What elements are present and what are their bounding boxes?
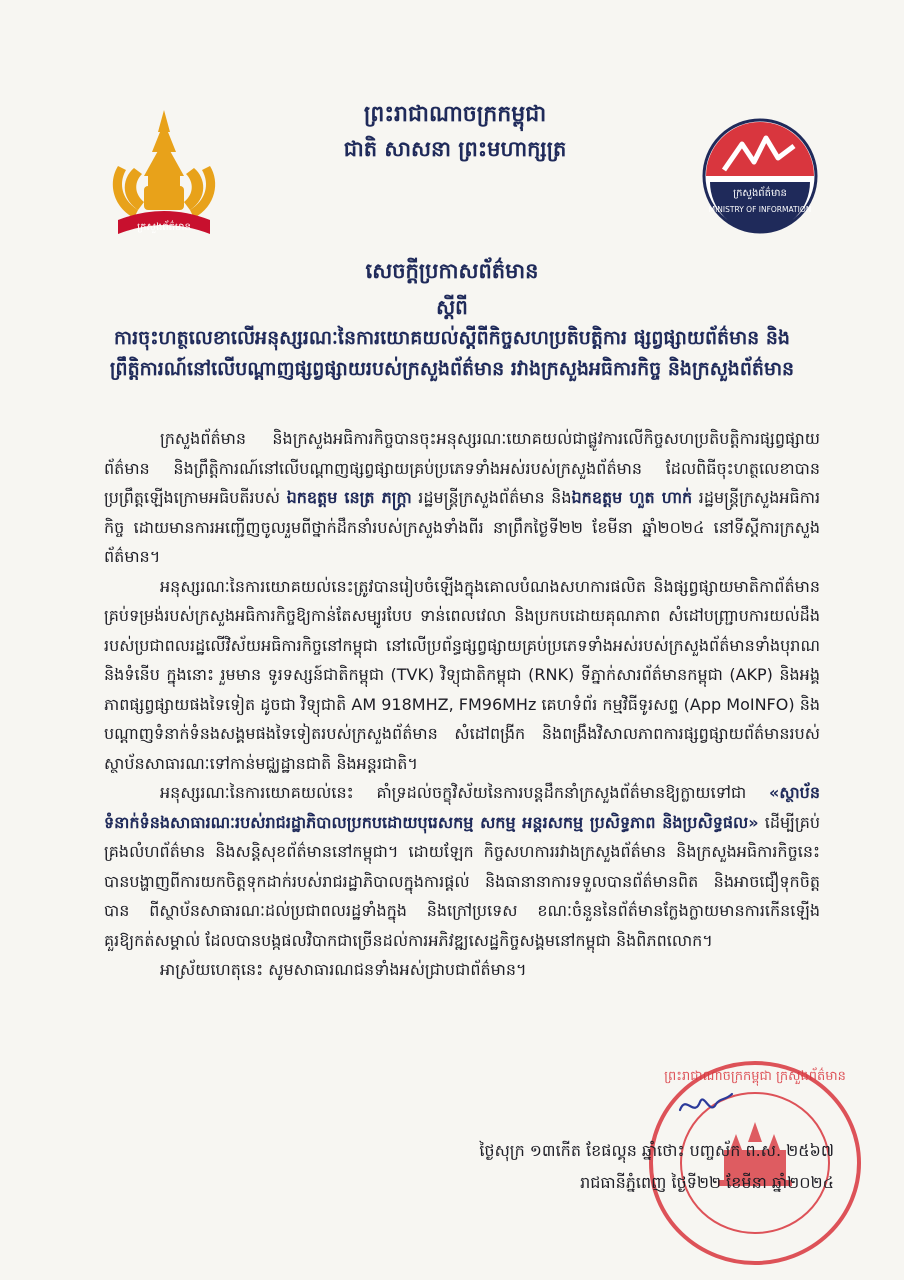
seal-text: ព្រះរាជាណាចក្រកម្ពុជា ក្រសួងព័ត៌មាន — [664, 1069, 846, 1084]
title-subject: ការចុះហត្ថលេខាលើអនុស្សរណៈនៃការយោគយល់ស្តីពីកិច្ចសហប្រតិបត្តិការ ផ្សព្វផ្សាយព័ត៌មាន និងព្រឹត្តិការណ៍នៅលើបណ្តាញផ្សព្វផ្សាយរបស់ក្រសួងព័ត៌មាន រវាងក្រសួងអធិការកិច្ច និងក្រសួងព័ត៌មាន — [109, 327, 795, 380]
vision-quote: «ស្ថាប័នទំនាក់ទំនងសាធារណៈរបស់រាជរដ្ឋាភិបាលប្រកបដោយបុរេសកម្ម សកម្ម អន្តរសកម្ម ប្រសិទ្ធភាព និងប្រសិទ្ធផល» — [104, 783, 820, 832]
ministry-of-information-logo — [700, 116, 820, 236]
royal-emblem-logo — [104, 106, 224, 246]
emblem-caption: ក្រសួងព័ត៌មាន — [137, 222, 191, 233]
title-about: ស្តីពី — [436, 295, 468, 319]
paragraph-4: អាស្រ័យហេតុនេះ សូមសាធារណជនទាំងអស់ជ្រាបជាព័ត៌មាន។ — [160, 960, 527, 979]
signature-mark — [676, 1088, 736, 1122]
solar-date: រាជធានីភ្នំពេញ ថ្ងៃទី២២ ខែមីនា ឆ្នាំ២០២៤ — [580, 1173, 834, 1192]
lunar-date: ថ្ងៃសុក្រ ១៣កើត ខែផល្គុន ឆ្នាំថោះ បញ្ចស័ក ព.ស. ២៥៦៧ — [479, 1141, 834, 1160]
ministry-logo-caption-km: ក្រសួងព័ត៌មាន — [733, 188, 787, 199]
document-body — [104, 424, 820, 985]
minister-inspection-name: ឯកឧត្តម ហួត ហាក់ — [571, 488, 693, 507]
kingdom-title: ព្រះរាជាណាចក្រកម្ពុជា — [363, 101, 547, 127]
paragraph-1: ក្រសួងព័ត៌មាន និងក្រសួងអធិការកិច្ចបានចុះអនុស្សរណៈយោគយល់ជាផ្លូវការលើកិច្ចសហប្រតិបត្តិការផ្សព្វផ្សាយព័ត៌មាន និងព្រឹត្តិការណ៍នៅលើបណ្តាញផ្សព្វផ្សាយគ្រប់ប្រភេទទាំងអស់របស់ក្រសួងព័ត៌មាន ដែលពិធីចុះហត្ថលេខាបានប្រព្រឹត្តឡើងក្រោមអធិបតីរបស់ ឯកឧត្តម នេត្រ ភក្ត្រា រដ្ឋមន្ត្រីក្រសួងព័ត៌មាន និងឯកឧត្តម ហួត ហាក់ រដ្ឋមន្ត្រីក្រសួងអធិការកិច្ច ដោយមានការអញ្ជើញចូលរួមពីថ្នាក់ដឹកនាំរបស់ក្រសួងទាំងពីរ នាព្រឹកថ្ងៃទី២២ ខែមីនា ឆ្នាំ២០២៤ នៅទីស្តីការក្រសួងព័ត៌មាន។ — [104, 429, 821, 566]
document-title: សេចក្តីប្រកាសព័ត៌មាន — [365, 258, 539, 283]
minister-information-name: ឯកឧត្តម នេត្រ ភក្ត្រា — [286, 488, 412, 507]
nation-religion-king: ជាតិ សាសនា ព្រះមហាក្សត្រ — [343, 136, 567, 161]
paragraph-3: អនុស្សរណៈនៃការយោគយល់នេះ គាំទ្រដល់ចក្ខុវិស័យនៃការបន្តដឹកនាំក្រសួងព័ត៌មានឱ្យក្លាយទៅជា «ស្ថាប័នទំនាក់ទំនងសាធារណៈរបស់រាជរដ្ឋាភិបាលប្រកបដោយបុរេសកម្ម សកម្ម អន្តរសកម្ម ប្រសិទ្ធភាព និងប្រសិទ្ធផល» ដើម្បីគ្រប់គ្រងលំហព័ត៌មាន និងសន្តិសុខព័ត៌មាននៅកម្ពុជា។ ដោយឡែក កិច្ចសហការរវាងក្រសួងព័ត៌មាន និងក្រសួងអធិការកិច្ចនេះ បានបង្ហាញពីការយកចិត្តទុកដាក់របស់រាជរដ្ឋាភិបាលក្នុងការផ្តល់ និងធានានាការទទួលបានព័ត៌មានពិត និងអាចជឿទុកចិត្តបាន ពីស្ថាប័នសាធារណៈដល់ប្រជាពលរដ្ឋទាំងក្នុង និងក្រៅប្រទេស ខណៈចំនួននៃព័ត៌មានក្លែងក្លាយមានការកើនឡើងគួរឱ្យកត់សម្គាល់ ដែលបានបង្កផលវិបាកជាច្រើនដល់ការអភិវឌ្ឍសេដ្ឋកិច្ចសង្គមនៅកម្ពុជា និងពិភពលោក។ — [104, 783, 821, 950]
paragraph-2: អនុស្សរណៈនៃការយោគយល់នេះត្រូវបានរៀបចំឡើងក្នុងគោលបំណងសហការផលិត និងផ្សព្វផ្សាយមាតិកាព័ត៌មានគ្រប់ទម្រង់របស់ក្រសួងអធិការកិច្ចឱ្យកាន់តែសម្បូរបែប ទាន់ពេលវេលា និងប្រកបដោយគុណភាព សំដៅបញ្ជ្រាបការយល់ដឹងរបស់ប្រជាពលរដ្ឋលើវិស័យអធិការកិច្ចនៅកម្ពុជា នៅលើប្រព័ន្ធផ្សព្វផ្សាយគ្រប់ប្រភេទទាំងអស់របស់ក្រសួងព័ត៌មានទាំងបុរាណ និងទំនើប ក្នុងនោះ រួមមាន ទូរទស្សន៍ជាតិកម្ពុជា (TVK) វិទ្យុជាតិកម្ពុជា (RNK) ទីភ្នាក់សារព័ត៌មានកម្ពុជា (AKP) និងអង្គភាពផ្សព្វផ្សាយផងទៃទៀត ដូចជា វិទ្យុជាតិ AM 918MHZ, FM96MHz គេហទំព័រ កម្មវិធីទូរសព្ទ (App MoINFO) និងបណ្តាញទំនាក់ទំនងសង្គមផងទៃទៀតរបស់ក្រសួងព័ត៌មាន សំដៅពង្រីក និងពង្រឹងវិសាលភាពការផ្សព្វផ្សាយព័ត៌មានរបស់ស្ថាប័នសាធារណៈទៅកាន់មជ្ឈដ្ឋានជាតិ និងអន្តរជាតិ។ — [104, 576, 820, 773]
ministry-logo-caption-en: MINISTRY OF INFORMATION — [708, 205, 812, 214]
